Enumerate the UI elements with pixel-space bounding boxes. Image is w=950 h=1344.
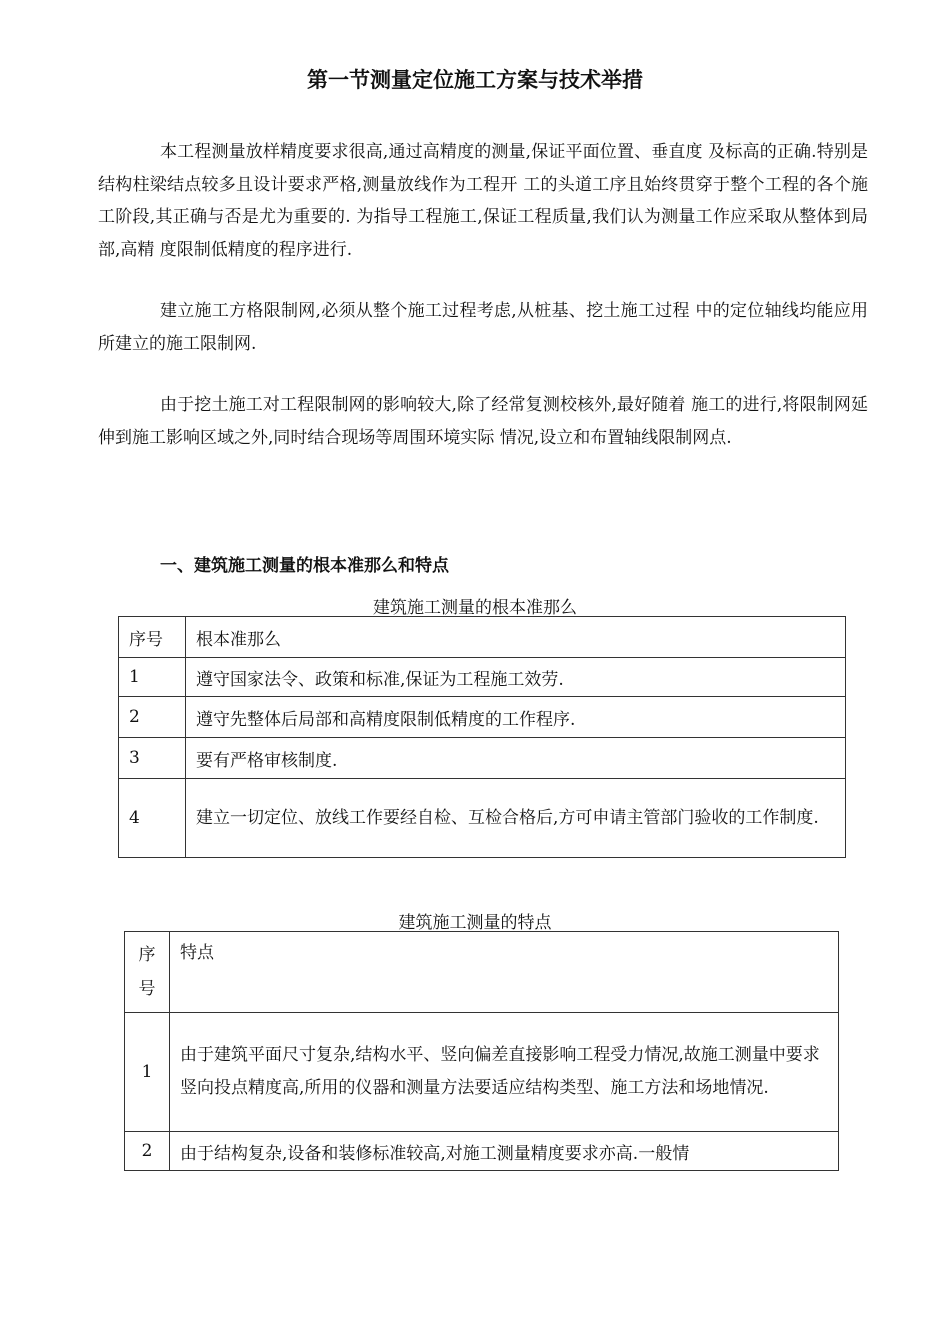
table-row (125, 1013, 839, 1132)
header-cell-principle: 根本准那么 (186, 617, 846, 658)
table-row (119, 738, 846, 779)
row-text: 由于建筑平面尺寸复杂,结构水平、竖向偏差直接影响工程受力情况,故施工测量中要求竖向投点精度高,所用的仪器和测量方法要适应结构类型、施工方法和场地情况. (170, 1013, 839, 1132)
table-row (119, 697, 846, 738)
table-header-row (119, 617, 846, 658)
header-cell-feature: 特点 (170, 932, 839, 1013)
table1-caption: 建筑施工测量的根本准那么 (373, 598, 577, 618)
characteristics-table (124, 931, 839, 1171)
paragraph-3: 由于挖土施工对工程限制网的影响较大,除了经常复测校核外,最好随着 施工的进行,将限制网延伸到施工影响区域之外,同时结合现场等周围环境实际 情况,设立和布置轴线限制网点. (98, 395, 868, 448)
row-text: 由于结构复杂,设备和装修标准较高,对施工测量精度要求亦高.一般情 (170, 1132, 839, 1171)
table-row (119, 779, 846, 858)
row-index: 2 (125, 1132, 170, 1171)
row-index: 2 (119, 697, 186, 738)
page-title: 第一节测量定位施工方案与技术举措 (307, 68, 643, 92)
principles-table (118, 616, 846, 858)
table2-caption: 建筑施工测量的特点 (398, 913, 552, 933)
table-row (125, 1132, 839, 1171)
row-text: 建立一切定位、放线工作要经自检、互检合格后,方可申请主管部门验收的工作制度. (186, 779, 846, 858)
row-index: 4 (119, 779, 186, 858)
header-cell-index: 序号 (125, 932, 170, 1013)
row-text: 要有严格审核制度. (186, 738, 846, 779)
table-header-row (125, 932, 839, 1013)
row-index: 1 (119, 658, 186, 697)
table-row (119, 658, 846, 697)
paragraph-2: 建立施工方格限制网,必须从整个施工过程考虑,从桩基、挖土施工过程 中的定位轴线均能应用所建立的施工限制网. (98, 301, 868, 354)
row-index: 3 (119, 738, 186, 779)
section-heading: 一、建筑施工测量的根本准那么和特点 (160, 556, 449, 576)
row-text: 遵守先整体后局部和高精度限制低精度的工作程序. (186, 697, 846, 738)
row-text: 遵守国家法令、政策和标准,保证为工程施工效劳. (186, 658, 846, 697)
paragraph-1: 本工程测量放样精度要求很高,通过高精度的测量,保证平面位置、垂直度 及标高的正确.特别是结构柱梁结点较多且设计要求严格,测量放线作为工程开 工的头道工序且始终贯穿于整个工程的各个施工阶段,其正确与否是尤为重要的. 为指导工程施工,保证工程质量,我们认为测量工作应采取从整体到局部,高精 度限制低精度的程序进行. (98, 142, 868, 260)
header-cell-index: 序号 (119, 617, 186, 658)
row-index: 1 (125, 1013, 170, 1132)
